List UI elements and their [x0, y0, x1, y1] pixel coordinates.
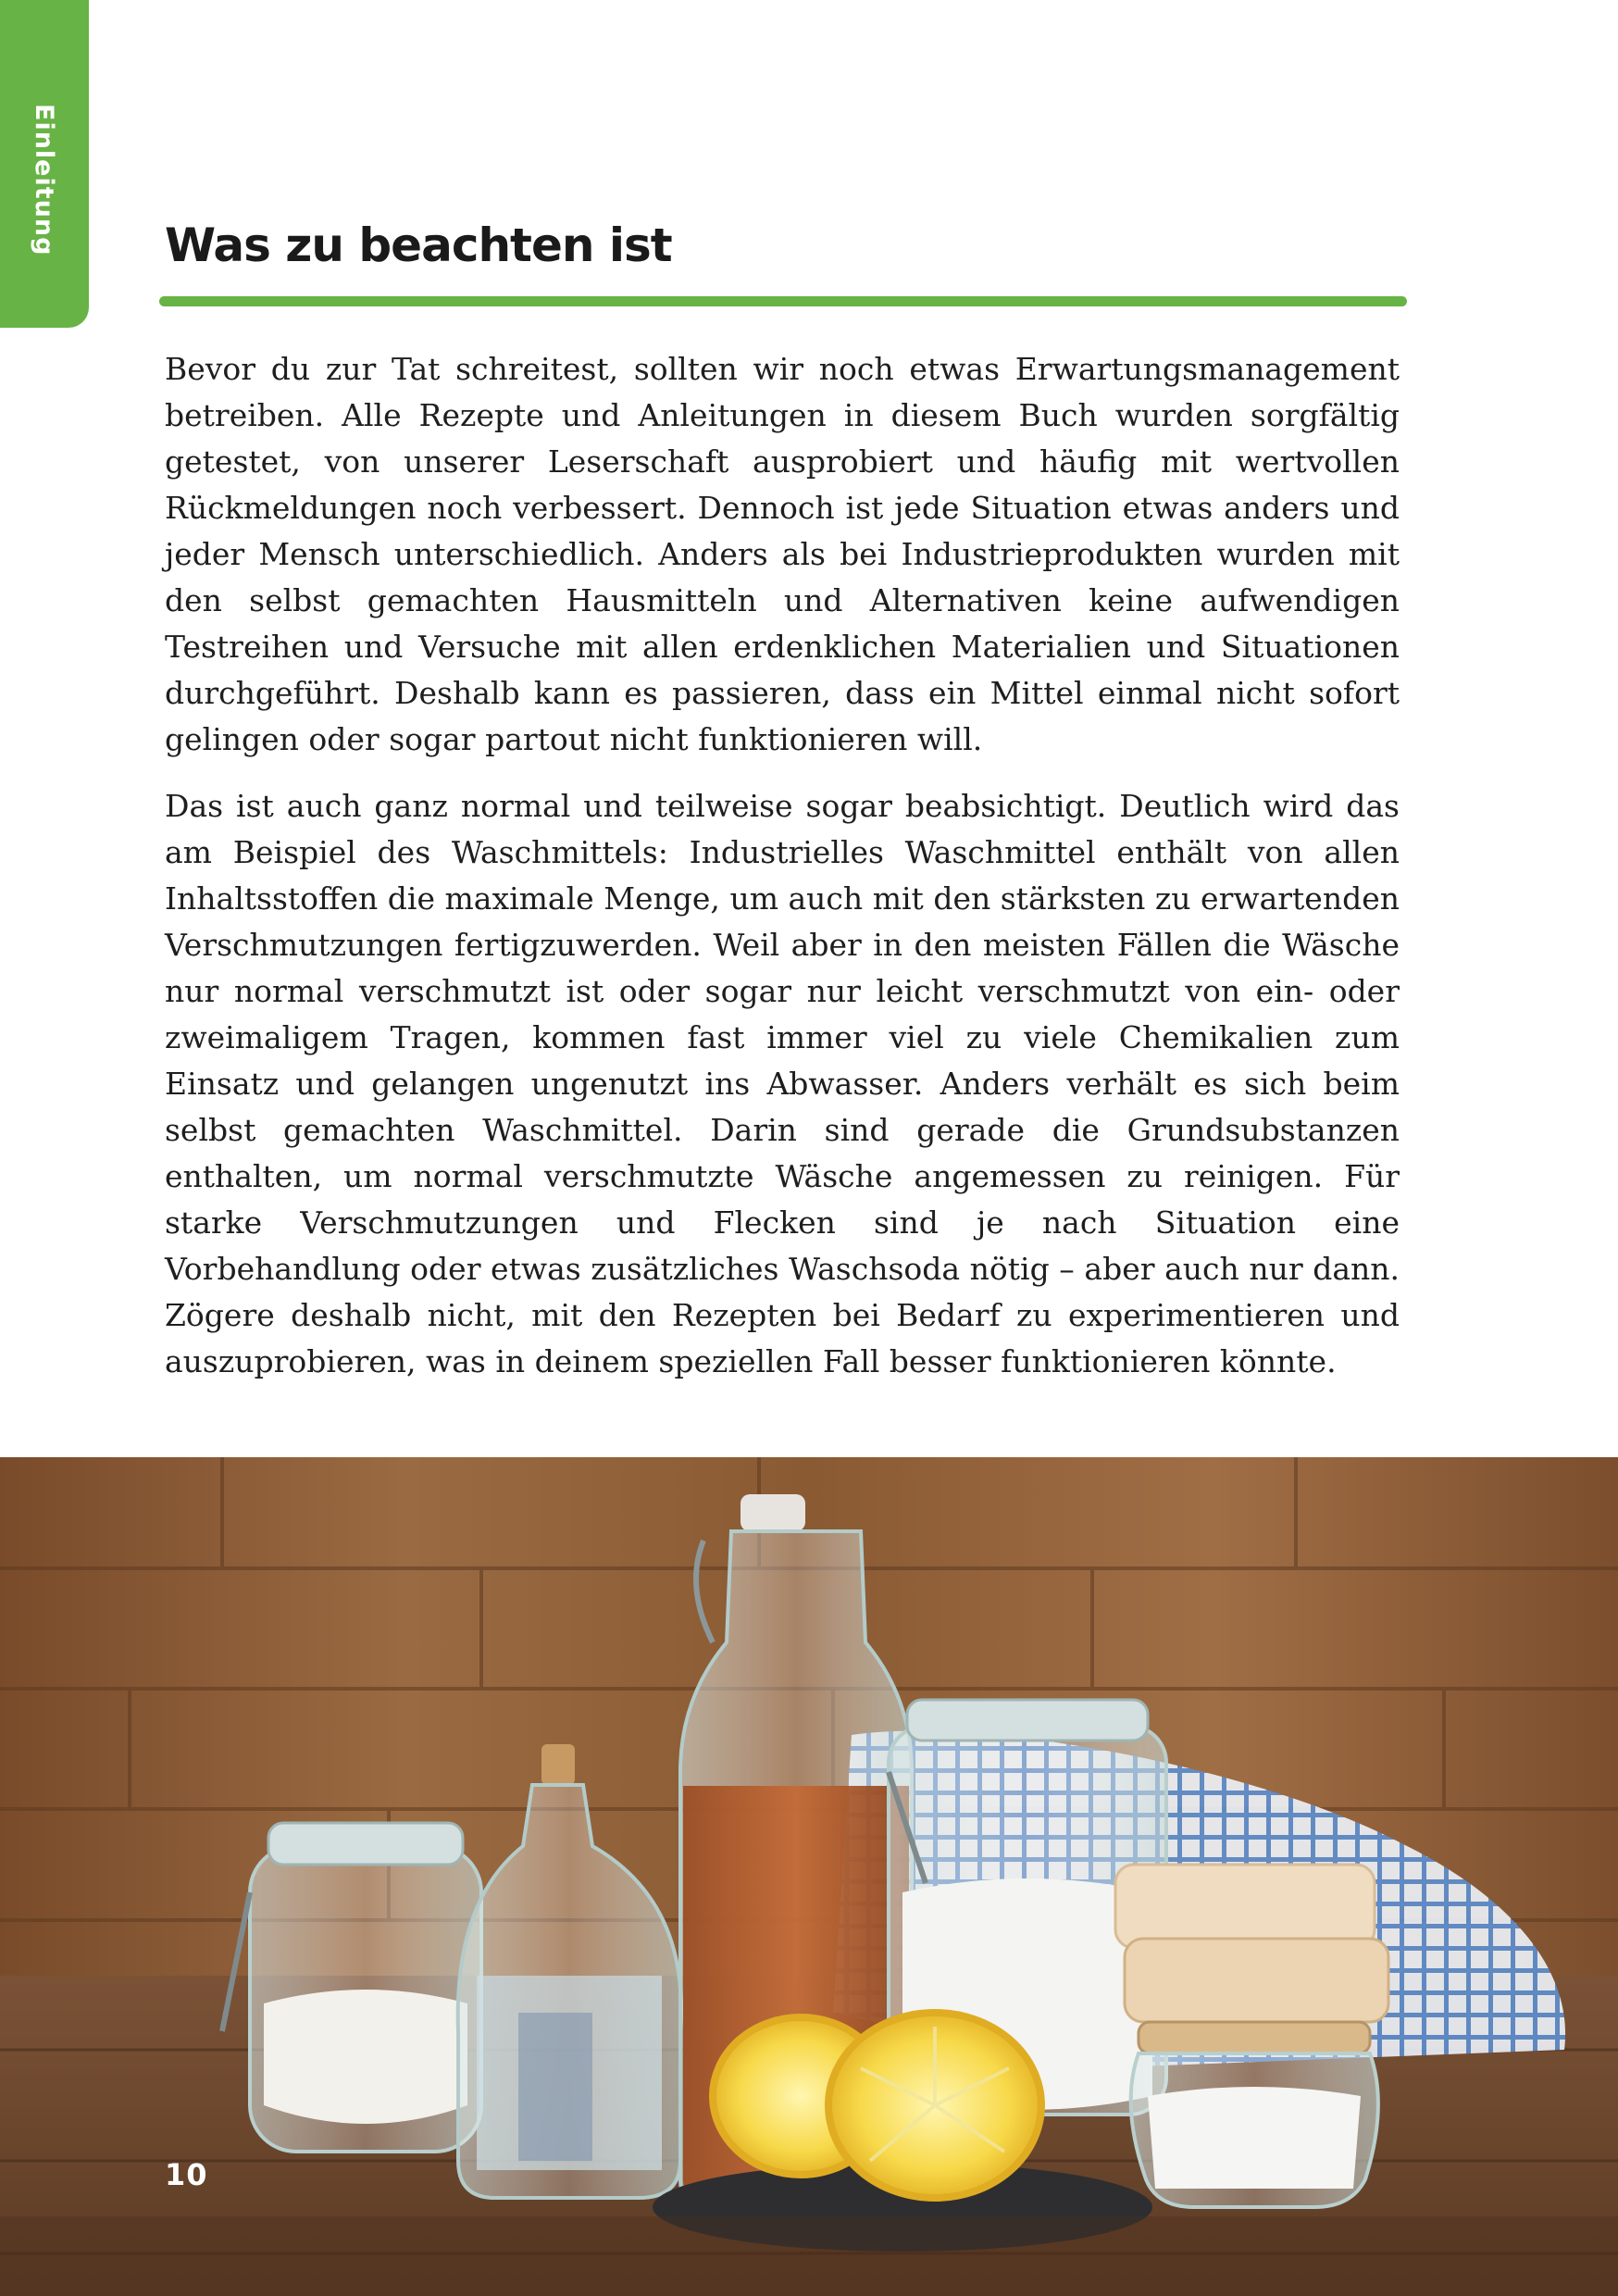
paragraph-2: Das ist auch ganz normal und teilweise sogar beabsichtigt. Deutlich wird das am Beispiel des Waschmittels: Industrielles Waschmittel enthält von allen Inhaltsstoffen die maximale Menge, um auch mit den stärksten zu erwartenden Verschmutzungen fertigzuwerden. Weil aber in den meisten Fällen die Wäsche nur normal verschmutzt ist oder sogar nur leicht verschmutzt von ein- oder zweimaligem Tragen, kommen fast immer viel zu viele Chemikalien zum Einsatz und gelangen ungenutzt ins Abwasser. Anders verhält es sich beim selbst gemachten Waschmittel. Darin sind gerade die Grundsubstanzen enthalten, um normal verschmutzte Wäsche angemessen zu reinigen. Für starke Verschmutzungen und Flecken sind je nach Situation eine Vorbehandlung oder etwas zusätzliches Waschsoda nötig – aber auch nur dann. Zögere deshalb nicht, mit den Rezepten bei Bedarf zu experimentieren und auszuprobieren, was in deinem speziellen Fall besser funktionieren könnte.	[165, 788, 1400, 1379]
body-text	[165, 346, 1400, 1405]
chapter-side-tab	[0, 0, 89, 328]
page-number: 10	[165, 2157, 208, 2192]
section-title: Was zu beachten ist	[165, 218, 672, 272]
paragraph-1: Bevor du zur Tat schreitest, sollten wir noch etwas Erwartungsmanagement betreiben. Alle Rezepte und Anleitungen in diesem Buch wurden sorgfältig getestet, von unserer Leserschaft ausprobiert und häufig mit wertvollen Rückmeldungen noch verbessert. Dennoch ist jede Situation etwas anders und jeder Mensch unterschiedlich. Anders als bei Industrieprodukten wurden mit den selbst gemachten Hausmitteln und Alternativen keine aufwendigen Testreihen und Versuche mit allen erdenklichen Materialien und Situationen durchgeführt. Deshalb kann es passieren, dass ein Mittel einmal nicht sofort gelingen oder sogar partout nicht funktionieren will.	[165, 351, 1400, 757]
chapter-label: Einleitung	[30, 104, 58, 256]
still-life-photo	[0, 1457, 1618, 2296]
title-underline	[159, 296, 1407, 306]
